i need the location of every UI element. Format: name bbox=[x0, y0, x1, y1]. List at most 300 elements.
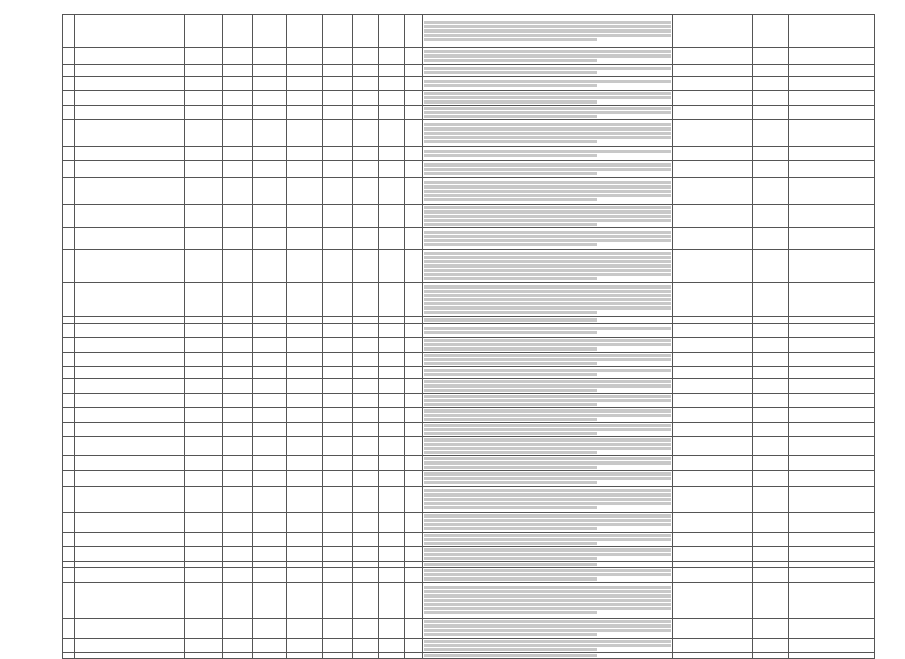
table-cell bbox=[63, 228, 75, 250]
table-cell bbox=[753, 147, 789, 161]
description-cell bbox=[423, 456, 673, 471]
table-cell bbox=[673, 470, 753, 486]
text-line bbox=[424, 172, 597, 175]
table-cell bbox=[405, 568, 423, 583]
table-cell bbox=[353, 250, 379, 283]
table-cell bbox=[379, 120, 405, 147]
text-line bbox=[424, 514, 671, 517]
table-cell bbox=[353, 618, 379, 638]
table-cell bbox=[223, 48, 253, 65]
table-cell bbox=[353, 352, 379, 367]
table-row bbox=[63, 352, 875, 367]
description-cell bbox=[423, 408, 673, 423]
table-row bbox=[63, 532, 875, 547]
table-cell bbox=[323, 120, 353, 147]
table-cell bbox=[253, 379, 287, 394]
text-line bbox=[424, 25, 671, 28]
table-cell bbox=[223, 120, 253, 147]
table-cell bbox=[789, 147, 875, 161]
table-cell bbox=[789, 408, 875, 423]
table-cell bbox=[63, 105, 75, 120]
table-cell bbox=[253, 147, 287, 161]
table-cell bbox=[323, 15, 353, 48]
table-cell bbox=[789, 367, 875, 379]
table-cell bbox=[789, 65, 875, 77]
table-cell bbox=[673, 317, 753, 324]
table-cell bbox=[673, 205, 753, 228]
table-cell bbox=[673, 547, 753, 562]
table-row bbox=[63, 653, 875, 659]
table-cell bbox=[223, 437, 253, 456]
table-cell bbox=[379, 512, 405, 532]
table-cell bbox=[379, 568, 405, 583]
table-cell bbox=[789, 48, 875, 65]
table-cell bbox=[673, 161, 753, 178]
table-cell bbox=[63, 638, 75, 653]
text-line bbox=[424, 472, 671, 475]
text-line bbox=[424, 96, 671, 99]
table-cell bbox=[753, 618, 789, 638]
table-cell bbox=[323, 367, 353, 379]
text-line bbox=[424, 210, 671, 213]
table-cell bbox=[287, 456, 323, 471]
table-cell bbox=[753, 48, 789, 65]
table-cell bbox=[75, 120, 185, 147]
table-cell bbox=[253, 638, 287, 653]
description-cell bbox=[423, 205, 673, 228]
table-cell bbox=[323, 161, 353, 178]
table-cell bbox=[185, 65, 223, 77]
table-cell bbox=[75, 547, 185, 562]
description-cell bbox=[423, 532, 673, 547]
text-line bbox=[424, 428, 671, 431]
description-cell bbox=[423, 367, 673, 379]
table-cell bbox=[287, 161, 323, 178]
table-cell bbox=[379, 352, 405, 367]
text-line bbox=[424, 34, 671, 37]
table-cell bbox=[287, 437, 323, 456]
table-cell bbox=[75, 178, 185, 205]
text-line bbox=[424, 269, 671, 272]
table-cell bbox=[323, 228, 353, 250]
table-row bbox=[63, 178, 875, 205]
table-row bbox=[63, 470, 875, 486]
table-cell bbox=[323, 456, 353, 471]
table-cell bbox=[323, 638, 353, 653]
table-cell bbox=[63, 618, 75, 638]
table-cell bbox=[63, 486, 75, 512]
table-cell bbox=[223, 532, 253, 547]
table-cell bbox=[75, 512, 185, 532]
table-cell bbox=[75, 324, 185, 338]
text-line bbox=[424, 185, 671, 188]
text-line bbox=[424, 67, 671, 70]
table-cell bbox=[185, 338, 223, 353]
table-cell bbox=[353, 456, 379, 471]
table-cell bbox=[323, 393, 353, 408]
text-line bbox=[424, 311, 597, 314]
table-cell bbox=[353, 532, 379, 547]
description-cell bbox=[423, 161, 673, 178]
text-line bbox=[424, 380, 671, 383]
table-cell bbox=[223, 568, 253, 583]
description-cell bbox=[423, 470, 673, 486]
text-line bbox=[424, 573, 671, 576]
text-line bbox=[424, 424, 671, 427]
table-cell bbox=[673, 422, 753, 437]
table-cell bbox=[789, 178, 875, 205]
table-cell bbox=[789, 547, 875, 562]
table-cell bbox=[789, 91, 875, 106]
table-cell bbox=[789, 437, 875, 456]
table-cell bbox=[185, 178, 223, 205]
table-row bbox=[63, 408, 875, 423]
table-row bbox=[63, 77, 875, 91]
table-cell bbox=[287, 91, 323, 106]
table-cell bbox=[353, 205, 379, 228]
table-cell bbox=[253, 512, 287, 532]
table-cell bbox=[405, 367, 423, 379]
table-cell bbox=[379, 379, 405, 394]
text-line bbox=[424, 107, 671, 110]
table-cell bbox=[185, 324, 223, 338]
table-cell bbox=[789, 568, 875, 583]
table-cell bbox=[753, 161, 789, 178]
description-cell bbox=[423, 547, 673, 562]
table-cell bbox=[379, 283, 405, 317]
table-cell bbox=[185, 91, 223, 106]
table-cell bbox=[789, 352, 875, 367]
table-cell bbox=[223, 161, 253, 178]
table-cell bbox=[405, 408, 423, 423]
table-cell bbox=[75, 77, 185, 91]
table-cell bbox=[287, 618, 323, 638]
table-cell bbox=[379, 48, 405, 65]
table-cell bbox=[753, 105, 789, 120]
table-cell bbox=[323, 437, 353, 456]
table-cell bbox=[673, 568, 753, 583]
table-cell bbox=[75, 15, 185, 48]
text-line bbox=[424, 399, 671, 402]
table-cell bbox=[789, 470, 875, 486]
table-cell bbox=[223, 379, 253, 394]
table-cell bbox=[673, 120, 753, 147]
table-cell bbox=[185, 486, 223, 512]
table-cell bbox=[75, 618, 185, 638]
table-cell bbox=[405, 352, 423, 367]
text-line bbox=[424, 611, 597, 614]
text-line bbox=[424, 219, 671, 222]
table-cell bbox=[63, 393, 75, 408]
table-cell bbox=[75, 317, 185, 324]
text-line bbox=[424, 243, 597, 246]
table-cell bbox=[223, 618, 253, 638]
table-cell bbox=[379, 338, 405, 353]
text-line bbox=[424, 206, 671, 209]
text-line bbox=[424, 569, 671, 572]
description-cell bbox=[423, 653, 673, 659]
table-cell bbox=[287, 77, 323, 91]
table-cell bbox=[753, 638, 789, 653]
text-line bbox=[424, 59, 597, 62]
table-cell bbox=[287, 638, 323, 653]
table-cell bbox=[353, 437, 379, 456]
table-cell bbox=[223, 547, 253, 562]
table-cell bbox=[287, 512, 323, 532]
table-cell bbox=[673, 408, 753, 423]
table-cell bbox=[323, 408, 353, 423]
table-cell bbox=[379, 317, 405, 324]
text-line bbox=[424, 447, 671, 450]
table-row bbox=[63, 15, 875, 48]
text-line bbox=[424, 403, 597, 406]
table-cell bbox=[185, 408, 223, 423]
table-cell bbox=[323, 422, 353, 437]
text-line bbox=[424, 21, 671, 24]
table-cell bbox=[223, 512, 253, 532]
table-cell bbox=[753, 205, 789, 228]
text-line bbox=[424, 260, 671, 263]
table-cell bbox=[185, 161, 223, 178]
description-cell bbox=[423, 486, 673, 512]
table-cell bbox=[287, 228, 323, 250]
table-cell bbox=[789, 77, 875, 91]
table-cell bbox=[75, 638, 185, 653]
text-line bbox=[424, 298, 671, 301]
table-cell bbox=[753, 422, 789, 437]
table-row bbox=[63, 486, 875, 512]
table-cell bbox=[323, 250, 353, 283]
text-line bbox=[424, 648, 597, 651]
table-cell bbox=[753, 470, 789, 486]
table-cell bbox=[223, 324, 253, 338]
table-cell bbox=[673, 456, 753, 471]
table-cell bbox=[405, 379, 423, 394]
table-row bbox=[63, 250, 875, 283]
table-cell bbox=[789, 618, 875, 638]
document-sheet bbox=[62, 14, 874, 615]
table-cell bbox=[253, 547, 287, 562]
table-cell bbox=[253, 393, 287, 408]
table-cell bbox=[253, 178, 287, 205]
table-cell bbox=[673, 178, 753, 205]
table-row bbox=[63, 161, 875, 178]
table-cell bbox=[75, 470, 185, 486]
table-cell bbox=[673, 15, 753, 48]
table-cell bbox=[185, 547, 223, 562]
table-cell bbox=[405, 422, 423, 437]
text-line bbox=[424, 489, 671, 492]
table-cell bbox=[223, 283, 253, 317]
table-cell bbox=[287, 317, 323, 324]
text-line bbox=[424, 362, 597, 365]
description-cell bbox=[423, 512, 673, 532]
table-cell bbox=[405, 205, 423, 228]
table-cell bbox=[405, 486, 423, 512]
table-cell bbox=[405, 547, 423, 562]
text-line bbox=[424, 294, 671, 297]
table-cell bbox=[405, 618, 423, 638]
table-cell bbox=[75, 568, 185, 583]
table-cell bbox=[185, 638, 223, 653]
table-cell bbox=[253, 456, 287, 471]
table-cell bbox=[405, 48, 423, 65]
table-row bbox=[63, 379, 875, 394]
table-cell bbox=[379, 65, 405, 77]
table-cell bbox=[253, 568, 287, 583]
table-cell bbox=[185, 379, 223, 394]
table-row bbox=[63, 48, 875, 65]
table-cell bbox=[353, 470, 379, 486]
table-cell bbox=[223, 422, 253, 437]
table-cell bbox=[63, 437, 75, 456]
description-cell bbox=[423, 250, 673, 283]
table-cell bbox=[63, 422, 75, 437]
table-cell bbox=[379, 638, 405, 653]
text-line bbox=[424, 548, 671, 551]
table-cell bbox=[323, 105, 353, 120]
table-cell bbox=[63, 470, 75, 486]
text-line bbox=[424, 443, 671, 446]
table-cell bbox=[673, 338, 753, 353]
table-cell bbox=[287, 324, 323, 338]
table-cell bbox=[405, 161, 423, 178]
table-cell bbox=[223, 456, 253, 471]
table-cell bbox=[673, 486, 753, 512]
text-line bbox=[424, 339, 671, 342]
description-cell bbox=[423, 352, 673, 367]
table-cell bbox=[223, 470, 253, 486]
description-cell bbox=[423, 178, 673, 205]
table-cell bbox=[323, 653, 353, 659]
table-cell bbox=[789, 205, 875, 228]
table-cell bbox=[353, 422, 379, 437]
table-cell bbox=[223, 105, 253, 120]
table-cell bbox=[753, 15, 789, 48]
table-cell bbox=[223, 178, 253, 205]
table-cell bbox=[789, 105, 875, 120]
table-body bbox=[63, 15, 875, 659]
text-line bbox=[424, 318, 597, 321]
table-cell bbox=[253, 582, 287, 618]
table-cell bbox=[63, 205, 75, 228]
table-cell bbox=[253, 91, 287, 106]
table-cell bbox=[753, 532, 789, 547]
table-cell bbox=[405, 283, 423, 317]
table-row bbox=[63, 120, 875, 147]
table-cell bbox=[673, 228, 753, 250]
description-cell bbox=[423, 91, 673, 106]
table-cell bbox=[185, 437, 223, 456]
table-cell bbox=[353, 161, 379, 178]
text-line bbox=[424, 347, 597, 350]
table-cell bbox=[789, 422, 875, 437]
table-row bbox=[63, 283, 875, 317]
table-cell bbox=[63, 178, 75, 205]
table-cell bbox=[223, 352, 253, 367]
table-cell bbox=[75, 379, 185, 394]
table-cell bbox=[673, 653, 753, 659]
table-cell bbox=[323, 147, 353, 161]
table-cell bbox=[63, 568, 75, 583]
text-line bbox=[424, 285, 671, 288]
table-cell bbox=[789, 317, 875, 324]
table-row bbox=[63, 338, 875, 353]
table-cell bbox=[223, 77, 253, 91]
table-cell bbox=[789, 379, 875, 394]
table-cell bbox=[789, 582, 875, 618]
table-cell bbox=[253, 48, 287, 65]
table-row bbox=[63, 582, 875, 618]
table-cell bbox=[379, 105, 405, 120]
table-cell bbox=[379, 408, 405, 423]
text-line bbox=[424, 409, 671, 412]
text-line bbox=[424, 557, 597, 560]
table-cell bbox=[253, 367, 287, 379]
table-cell bbox=[405, 228, 423, 250]
description-cell bbox=[423, 283, 673, 317]
text-line bbox=[424, 71, 597, 74]
table-cell bbox=[789, 250, 875, 283]
table-cell bbox=[75, 408, 185, 423]
description-cell bbox=[423, 437, 673, 456]
text-line bbox=[424, 586, 671, 589]
table-cell bbox=[753, 582, 789, 618]
table-cell bbox=[185, 283, 223, 317]
text-line bbox=[424, 80, 671, 83]
table-cell bbox=[673, 65, 753, 77]
table-cell bbox=[223, 653, 253, 659]
table-cell bbox=[63, 283, 75, 317]
table-row bbox=[63, 512, 875, 532]
table-cell bbox=[185, 470, 223, 486]
table-row bbox=[63, 324, 875, 338]
text-line bbox=[424, 373, 597, 376]
description-cell bbox=[423, 228, 673, 250]
table-cell bbox=[353, 338, 379, 353]
table-cell bbox=[789, 532, 875, 547]
table-cell bbox=[379, 91, 405, 106]
table-cell bbox=[379, 437, 405, 456]
table-cell bbox=[223, 638, 253, 653]
table-row bbox=[63, 367, 875, 379]
text-line bbox=[424, 358, 671, 361]
text-line bbox=[424, 190, 671, 193]
table-cell bbox=[789, 283, 875, 317]
table-cell bbox=[323, 618, 353, 638]
table-cell bbox=[323, 338, 353, 353]
table-cell bbox=[323, 317, 353, 324]
text-line bbox=[424, 302, 671, 305]
table-cell bbox=[63, 120, 75, 147]
description-cell bbox=[423, 120, 673, 147]
text-line bbox=[424, 432, 597, 435]
table-cell bbox=[287, 48, 323, 65]
table-cell bbox=[789, 324, 875, 338]
table-cell bbox=[673, 379, 753, 394]
table-cell bbox=[323, 486, 353, 512]
table-cell bbox=[253, 470, 287, 486]
table-cell bbox=[323, 48, 353, 65]
table-cell bbox=[353, 547, 379, 562]
table-cell bbox=[63, 317, 75, 324]
table-row bbox=[63, 547, 875, 562]
text-line bbox=[424, 331, 597, 334]
table-cell bbox=[223, 250, 253, 283]
table-cell bbox=[223, 15, 253, 48]
table-row bbox=[63, 568, 875, 583]
description-cell bbox=[423, 324, 673, 338]
